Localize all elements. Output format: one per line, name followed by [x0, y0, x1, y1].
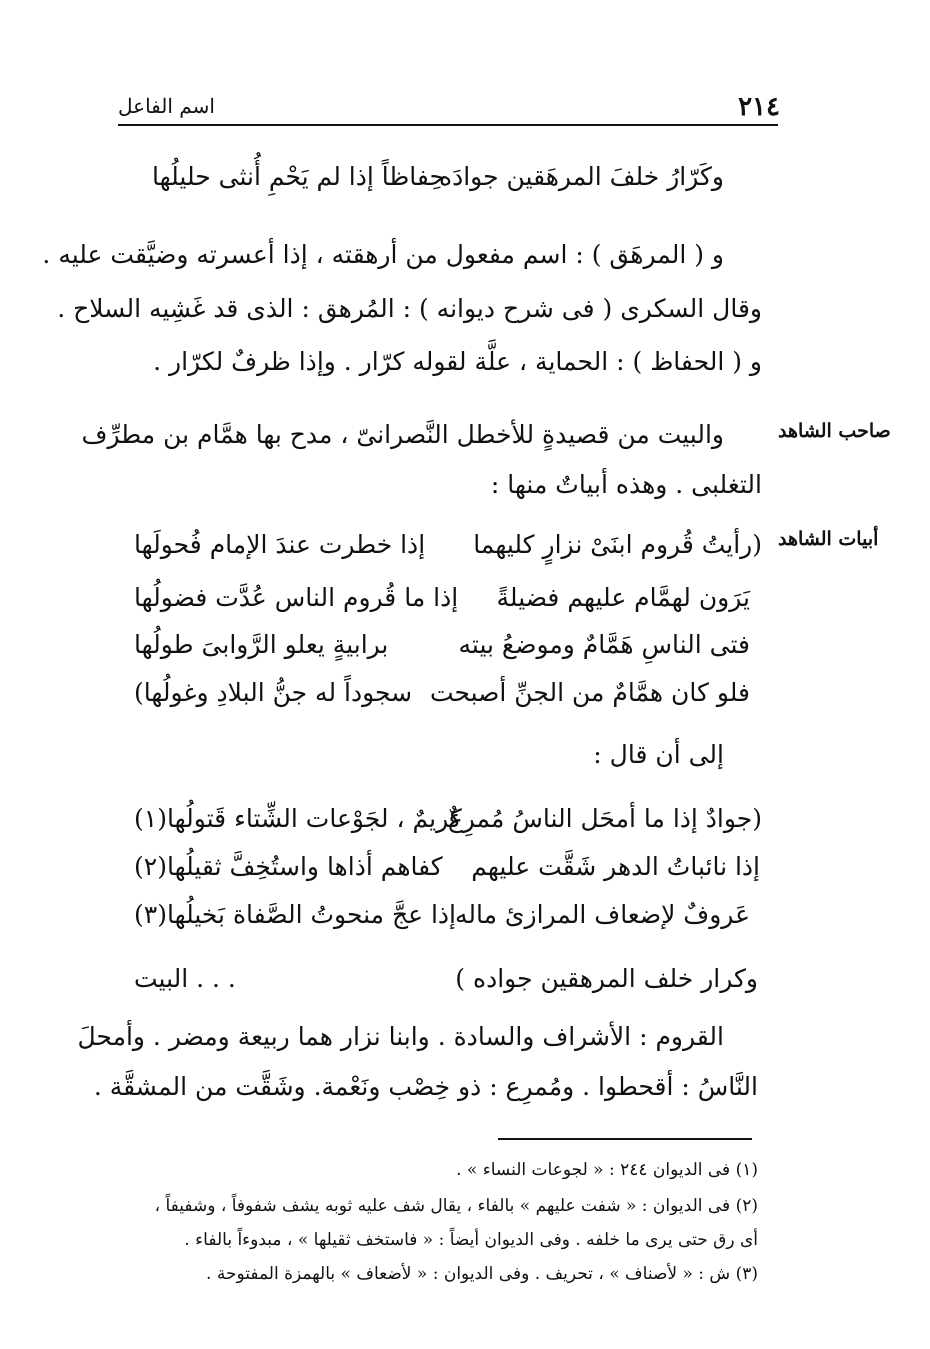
poem2-right: وكرار خلف المرهقين جواده )	[455, 964, 758, 993]
author-paragraph-line: والبيت من قصيدةٍ للأخطل النَّصرانىّ ، مدح بها همَّام بن مطرِّف	[81, 420, 724, 449]
footnote: (١) فى الديوان ٢٤٤ : « لجوعات النساء » .	[456, 1160, 758, 1180]
header-rule	[118, 124, 778, 126]
poem2-left: إذا عجَّ منحوتُ الصَّفاة بَخيلُها(٣)	[134, 900, 457, 929]
poem1-right: يَرَون لهمَّام عليهم فضيلةً	[496, 583, 750, 612]
poem1-left: إذا ما قُروم الناس عُدَّت فضولُها	[134, 583, 459, 612]
running-title: اسم الفاعل	[118, 94, 215, 118]
margin-note-verses: أبيات الشاهد	[778, 528, 879, 550]
author-paragraph-line: التغلبى . وهذه أبياتٌ منها :	[490, 470, 762, 499]
poem1-right: فتى الناسِ هَمَّامٌ وموضعُ بيته	[458, 630, 750, 659]
glossary-line: القروم : الأشراف والسادة . وابنا نزار هما ربيعة ومضر . وأمحلَ	[77, 1022, 724, 1051]
poem2-left: كفاهم أذاها واستُخِفَّ ثقيلُها(٢)	[134, 852, 443, 881]
poem2-left: كريمٌ ، لجَوْعات الشِّتاء قَتولُها(١)	[134, 804, 462, 833]
poem2-right: إذا نائباتُ الدهر شَقَّت عليهم	[471, 852, 760, 881]
poem1-left: إذا خطرت عندَ الإمام فُحولَها	[134, 530, 426, 559]
opening-verse-right: وكَرّارُ خلفَ المرهَقين جوادَه	[439, 162, 724, 191]
footnote: (٢) فى الديوان : « شفت عليهم » بالفاء ، يقال شف عليه ثوبه يشف شفوفاً ، وشفيفاً ،	[154, 1196, 758, 1216]
poem1-right: (رأيتُ قُروم ابنَىْ نزارٍ كليهما	[473, 530, 762, 559]
poem2-right: عَروفٌ لإضعاف المرازئ ماله	[454, 900, 750, 929]
poem1-left: سجوداً له جنُّ البلادِ وغولُها)	[134, 678, 413, 707]
glossary-line: النَّاسُ : أقحطوا . ومُمرِع : ذو خِصْب ونَعْمة. وشَقَّت من المشقَّة .	[93, 1072, 758, 1101]
commentary-line: و ( الحفاظ ) : الحماية ، علَّة لقوله كرّار . وإذا ظرفٌ لكرّار .	[153, 347, 762, 376]
commentary-line: وقال السكرى ( فى شرح ديوانه ) : المُرهق : الذى قد غَشِيه السلاح .	[57, 294, 762, 323]
footnote: أى رق حتى يرى ما خلفه . وفى الديوان أيضاً : « فاستخف ثقيلها » ، مبدوءاً بالفاء .	[184, 1230, 758, 1250]
poem2-left: . . . البيت	[134, 964, 236, 993]
commentary-line: و ( المرهَق ) : اسم مفعول من أرهقته ، إذا أعسرته وضيَّقت عليه .	[42, 240, 724, 269]
margin-note-author: صاحب الشاهد	[778, 420, 891, 442]
poem2-right: (جوادٌ إذا ما أمحَل الناسُ مُمرِعٌ	[447, 804, 762, 833]
footnote: (٣) ش : « لأصناف » ، تحريف . وفى الديوان : « لأضعاف » بالهمزة المفتوحة .	[206, 1264, 758, 1284]
page-number: ٢١٤	[738, 92, 780, 122]
poem1-left: برابيةٍ يعلو الرَّوابىَ طولُها	[134, 630, 389, 659]
footnote-rule	[498, 1138, 752, 1140]
poem1-right: فلو كان همَّامٌ من الجنِّ أصبحت	[429, 678, 750, 707]
opening-verse-left: حِفاظاً إذا لم يَحْمِ أُنثى حليلُها	[152, 162, 445, 191]
transition-line: إلى أن قال :	[593, 740, 724, 769]
